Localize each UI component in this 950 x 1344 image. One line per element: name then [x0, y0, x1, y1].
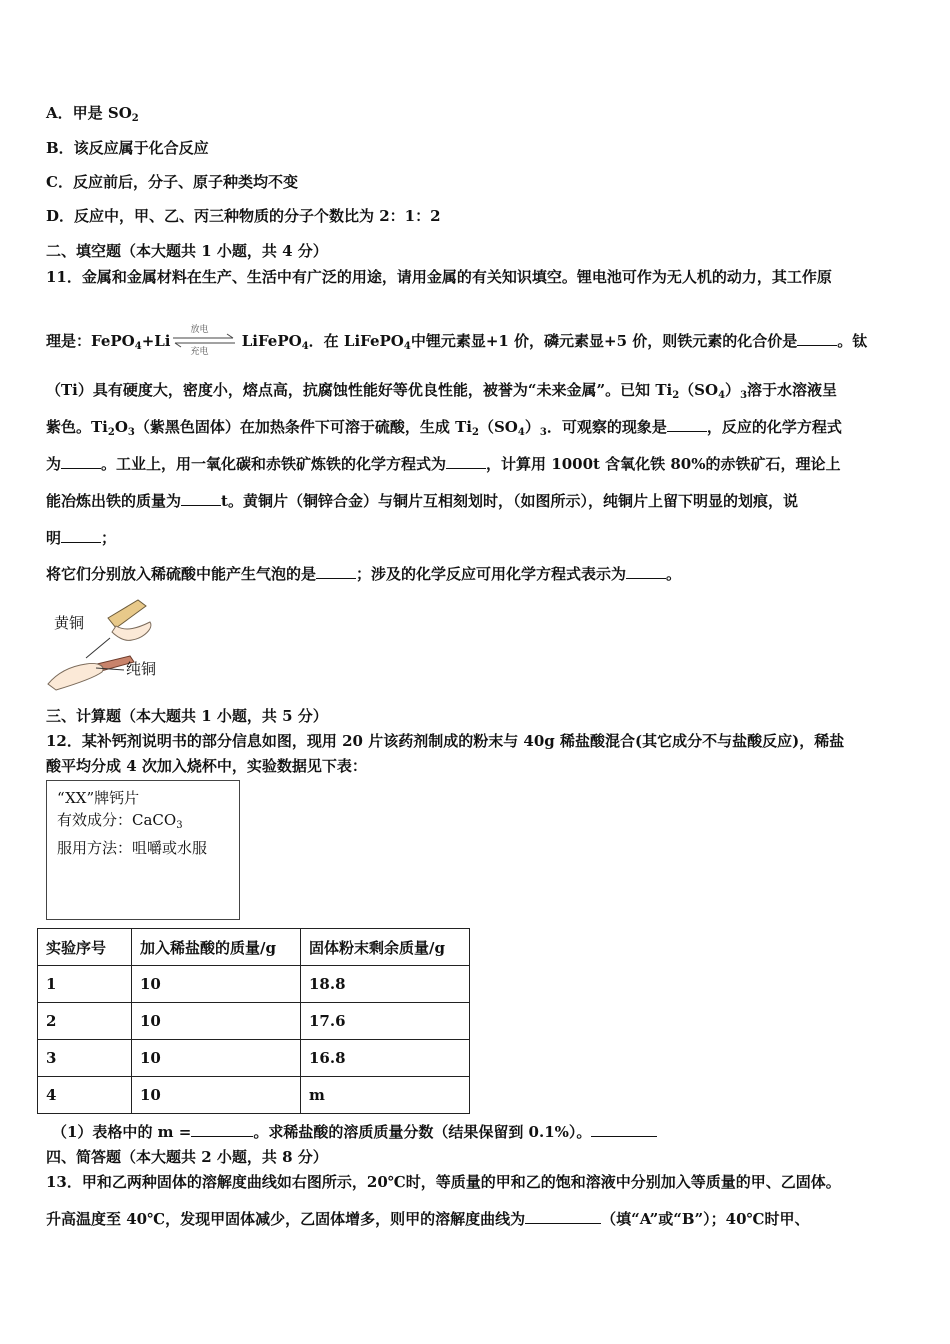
label-ingredient	[57, 809, 229, 837]
subscript: 3	[176, 820, 183, 831]
option-a-text: A．甲是 SO	[46, 104, 132, 122]
answer-blank[interactable]	[797, 331, 837, 346]
q11-line-2	[46, 325, 868, 357]
q13-text: 升高温度至 40℃，发现甲固体减少，乙固体增多，则甲的溶解度曲线为	[46, 1210, 526, 1228]
q11-text: ）	[524, 418, 540, 436]
q11-text: （SO	[478, 418, 518, 436]
q12-line-1: 12．某补钙剂说明书的部分信息如图，现用 20 片该药剂制成的粉末与 40g 稀盐酸混合(其它成分不与盐酸反应)，稀盐	[46, 732, 845, 750]
q11-text: ，计算用 1000t 含氧化铁 80%的赤铁矿石，理论上	[486, 455, 841, 473]
answer-blank[interactable]	[591, 1122, 657, 1137]
q11-text: ）	[725, 381, 741, 399]
q13-line-2	[46, 1209, 809, 1229]
table-cell: 3	[38, 1040, 132, 1077]
q11-text: 紫色。Ti	[46, 418, 108, 436]
brass-copper-scratch-figure	[46, 598, 166, 692]
option-c: C．反应前后，分子、原子种类均不变	[46, 173, 298, 191]
q11-line-8	[46, 564, 681, 584]
q11-text: ．可观察的现象是	[546, 418, 667, 436]
q12-line-2: 酸平均分成 4 次加入烧杯中，实验数据见下表：	[46, 757, 367, 775]
answer-blank[interactable]	[525, 1209, 601, 1224]
q11-text: 明	[46, 529, 62, 547]
reversible-arrow	[171, 325, 237, 357]
q11-text: 为	[46, 455, 62, 473]
figure-label-copper: 纯铜	[126, 660, 157, 678]
arrow-label-charge: 充电	[190, 347, 209, 357]
table-header-cell: 实验序号	[38, 929, 132, 966]
subscript: 4	[134, 341, 142, 352]
table-row	[38, 1077, 470, 1114]
q13-text: （填“A”或“B”）；40℃时甲、	[601, 1210, 810, 1228]
q11-text: 理是：FePO	[46, 332, 135, 350]
table-cell: 10	[132, 1040, 301, 1077]
q11-text: O	[114, 418, 128, 436]
q11-text: 。工业上，用一氧化碳和赤铁矿炼铁的化学方程式为	[101, 455, 447, 473]
experiment-data-table	[37, 928, 470, 1114]
subscript: 3	[127, 427, 135, 438]
subscript: 4	[301, 341, 309, 352]
table-cell: 10	[132, 1003, 301, 1040]
q12-subquestion-1	[52, 1122, 657, 1142]
table-header-row	[38, 929, 470, 966]
answer-blank[interactable]	[667, 417, 707, 432]
subscript: 4	[718, 390, 726, 401]
table-row	[38, 1040, 470, 1077]
table-row	[38, 1003, 470, 1040]
q11-line-6	[46, 491, 798, 511]
answer-blank[interactable]	[191, 1122, 253, 1137]
q11-line-1: 11．金属和金属材料在生产、生活中有广泛的用途，请用金属的有关知识填空。锂电池可作为无人机的动力，其工作原	[46, 268, 832, 286]
table-row	[38, 966, 470, 1003]
answer-blank[interactable]	[316, 564, 356, 579]
table-cell: 16.8	[301, 1040, 470, 1077]
q11-text: 中锂元素显+1 价，磷元素显+5 价，则铁元素的化合价是	[410, 332, 798, 350]
q11-text: ；	[101, 529, 117, 547]
q11-text: ；涉及的化学反应可用化学方程式表示为	[356, 565, 627, 583]
option-d: D．反应中，甲、乙、丙三种物质的分子个数比为 2：1：2	[46, 207, 441, 225]
table-cell: 1	[38, 966, 132, 1003]
label-product-name: “XX”牌钙片	[57, 789, 140, 807]
calcium-tablet-label	[46, 780, 240, 920]
subscript: 2	[107, 427, 115, 438]
table-cell: 17.6	[301, 1003, 470, 1040]
q11-text: +Li	[141, 332, 171, 350]
table-cell: m	[301, 1077, 470, 1114]
table-header-cell: 加入稀盐酸的质量/g	[132, 929, 301, 966]
q11-line-3	[46, 380, 837, 406]
q13-line-1: 13．甲和乙两种固体的溶解度曲线如右图所示，20℃时，等质量的甲和乙的饱和溶液中分别加入等质量的甲、乙固体。	[46, 1173, 841, 1191]
option-a	[46, 103, 139, 129]
q11-text: （紫黑色固体）在加热条件下可溶于硫酸，生成 Ti	[134, 418, 472, 436]
q11-text: ，反应的化学方程式	[706, 418, 842, 436]
subscript: 4	[403, 341, 411, 352]
q12-text: 。求稀盐酸的溶质质量分数（结果保留到 0.1%）。	[253, 1123, 592, 1141]
answer-blank[interactable]	[61, 454, 101, 469]
subscript: 2	[471, 427, 479, 438]
q11-text: 溶于水溶液呈	[747, 381, 838, 399]
answer-blank[interactable]	[446, 454, 486, 469]
label-usage: 服用方法：咀嚼或水服	[57, 839, 208, 857]
option-b: B．该反应属于化合反应	[46, 139, 209, 157]
subscript: 2	[672, 390, 680, 401]
q11-text: t。黄铜片（铜锌合金）与铜片互相刻划时，（如图所示），纯铜片上留下明显的划痕，说	[221, 492, 798, 510]
figure-label-brass: 黄铜	[54, 614, 85, 632]
section-3-heading: 三、计算题（本大题共 1 小题，共 5 分）	[46, 707, 328, 725]
answer-blank[interactable]	[626, 564, 666, 579]
subscript: 3	[740, 390, 748, 401]
section-4-heading: 四、简答题（本大题共 2 小题，共 8 分）	[46, 1148, 328, 1166]
answer-blank[interactable]	[181, 491, 221, 506]
q11-text: ．在 LiFePO	[308, 332, 404, 350]
q11-text: LiFePO	[236, 332, 302, 350]
subscript: 4	[517, 427, 525, 438]
table-cell: 18.8	[301, 966, 470, 1003]
table-header-cell: 固体粉末剩余质量/g	[301, 929, 470, 966]
answer-blank[interactable]	[61, 528, 101, 543]
q12-text: （1）表格中的 m =	[52, 1123, 192, 1141]
q11-line-4	[46, 417, 842, 443]
q11-line-7	[46, 528, 116, 548]
q11-text: （SO	[679, 381, 719, 399]
q11-text: 将它们分别放入稀硫酸中能产生气泡的是	[46, 565, 317, 583]
q11-text: （Ti）具有硬度大，密度小，熔点高，抗腐蚀性能好等优良性能，被誉为“未来金属”。已知 Ti	[46, 381, 673, 399]
option-a-subscript: 2	[131, 113, 139, 124]
subscript: 3	[539, 427, 547, 438]
q11-text: 能冶炼出铁的质量为	[46, 492, 182, 510]
q11-line-5	[46, 454, 841, 474]
q11-text: 。	[666, 565, 682, 583]
table-cell: 2	[38, 1003, 132, 1040]
table-cell: 10	[132, 1077, 301, 1114]
q11-text: 。钛	[837, 332, 868, 350]
table-cell: 10	[132, 966, 301, 1003]
section-2-heading: 二、填空题（本大题共 1 小题，共 4 分）	[46, 242, 328, 260]
arrow-label-discharge: 放电	[190, 325, 209, 335]
table-cell: 4	[38, 1077, 132, 1114]
label-ingredient-text: 有效成分：CaCO	[57, 811, 177, 829]
